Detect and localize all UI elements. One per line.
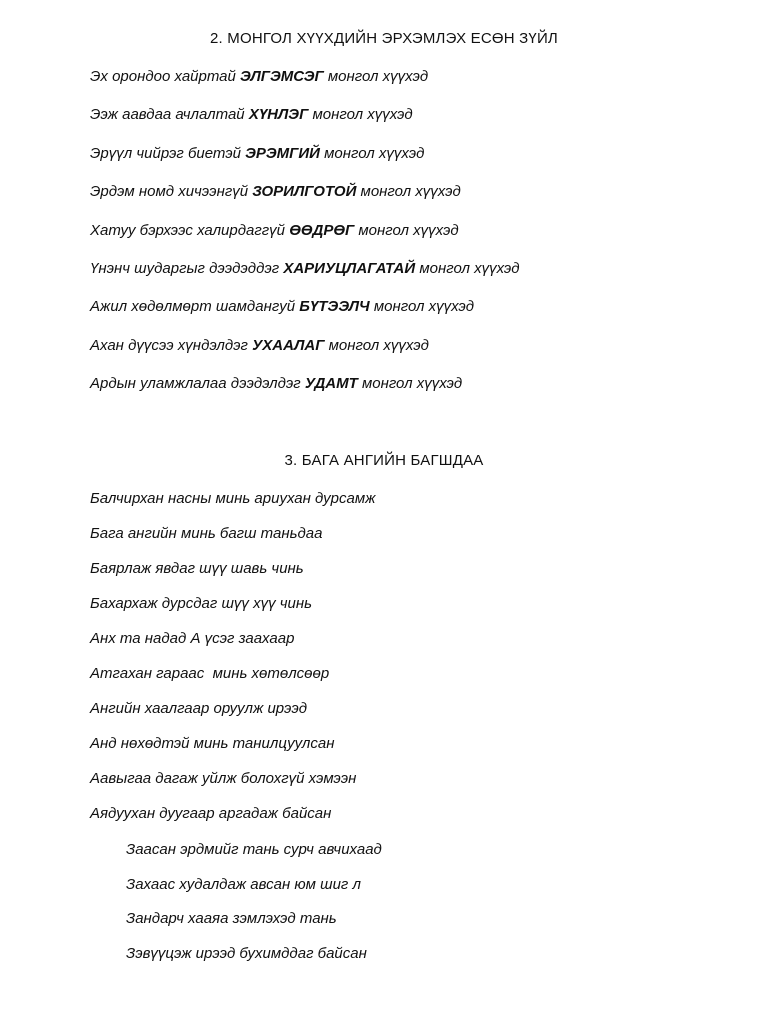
poem-line: Балчирхан насны минь ариухан дурсамж [90, 490, 376, 507]
section-2-line: Эрдэм номд хичээнгүй ЗОРИЛГОТОЙ монгол хүүхэд [90, 183, 461, 200]
section-2-line: Үнэнч шударгыг дээдэддэг ХАРИУЦЛАГАТАЙ монгол хүүхэд [90, 260, 520, 277]
section-3-title: 3. БАГА АНГИЙН БАГШДАА [284, 452, 484, 469]
section-2-line: Ахан дүүсээ хүндэлдэг УХААЛАГ монгол хүүхэд [90, 337, 429, 354]
section-2-line: Ажил хөдөлмөрт шамдангуй БҮТЭЭЛЧ монгол хүүхэд [90, 298, 475, 315]
poem-line: Бахархаж дурсдаг шүү хүү чинь [90, 595, 312, 612]
poem-line-indented: Зандарч хааяа зэмлэхэд тань [126, 910, 337, 927]
section-2-line: Ээж аавдаа ачлалтай ХҮНЛЭГ монгол хүүхэд [90, 106, 413, 123]
section-2-line: Эрүүл чийрэг биетэй ЭРЭМГИЙ монгол хүүхэд [90, 145, 425, 162]
poem-line: Ангийн хаалгаар оруулж ирээд [90, 700, 308, 717]
poem-line: Бага ангийн минь багш таньдаа [90, 525, 323, 542]
section-2-title: 2. МОНГОЛ ХҮҮХДИЙН ЭРХЭМЛЭХ ЕСӨН ЗҮЙЛ [210, 30, 558, 47]
section-2-line: Ардын уламжлалаа дээдэлдэг УДАМТ монгол хүүхэд [90, 375, 463, 392]
poem-line: Аавыгаа дагаж уйлж болохгүй хэмээн [90, 770, 357, 787]
poem-line: Аядуухан дуугаар аргадаж байсан [90, 805, 332, 822]
poem-line: Анд нөхөдтэй минь танилцуулсан [90, 735, 335, 752]
poem-line: Баярлаж явдаг шүү шавь чинь [90, 560, 304, 577]
section-2-line: Хатуу бэрхээс халирдаггүй ӨӨДРӨГ монгол хүүхэд [90, 222, 459, 239]
poem-line-indented: Зэвүүцэж ирээд бухимддаг байсан [126, 945, 367, 962]
poem-line: Анх та надад А үсэг заахаар [90, 630, 295, 647]
section-2-line: Эх орондоо хайртай ЭЛГЭМСЭГ монгол хүүхэд [90, 68, 429, 85]
poem-line-indented: Заасан эрдмийг тань сурч авчихаад [126, 841, 382, 858]
poem-line: Атгахан гараас минь хөтөлсөөр [90, 665, 330, 682]
poem-line-indented: Захаас худалдаж авсан юм шиг л [126, 876, 361, 893]
